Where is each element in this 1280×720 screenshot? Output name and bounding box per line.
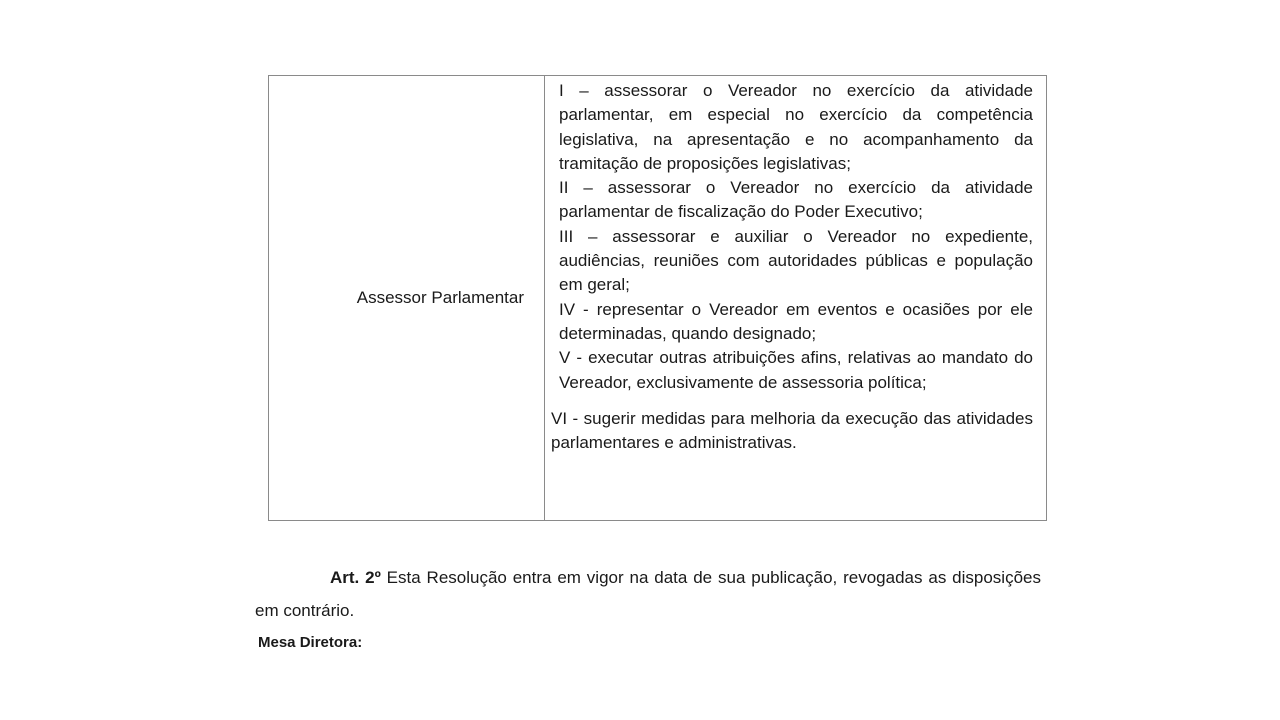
duty-item: I – assessorar o Vereador no exercício da atividade parlamentar, em especial no exercício da competência legislativa, na apresentação e no acompanhamento da tramitação de proposições legislativas;: [559, 81, 1033, 173]
role-cell: [269, 76, 545, 520]
duties-table: [268, 75, 1047, 521]
signatory-heading: Mesa Diretora:: [258, 634, 363, 651]
article-paragraph: [255, 561, 1041, 627]
duties-cell: [545, 76, 1046, 520]
duty-item: III – assessorar e auxiliar o Vereador no expediente, audiências, reuniões com autoridades públicas e população em geral;: [559, 226, 1033, 295]
article-label: Art. 2º: [330, 568, 381, 587]
article-text: Esta Resolução entra em vigor na data de sua publicação, revogadas as disposições em contrário.: [255, 568, 1041, 620]
duty-item: V - executar outras atribuições afins, relativas ao mandato do Vereador, exclusivamente de assessoria política;: [559, 348, 1033, 392]
duty-item: IV - representar o Vereador em eventos e ocasiões por ele determinadas, quando designado;: [559, 299, 1033, 343]
duty-item: VI - sugerir medidas para melhoria da execução das atividades parlamentares e administrativas.: [551, 408, 1033, 453]
role-label: Assessor Parlamentar: [356, 288, 524, 307]
duty-item: II – assessorar o Vereador no exercício da atividade parlamentar de fiscalização do Poder Executivo;: [559, 178, 1033, 222]
